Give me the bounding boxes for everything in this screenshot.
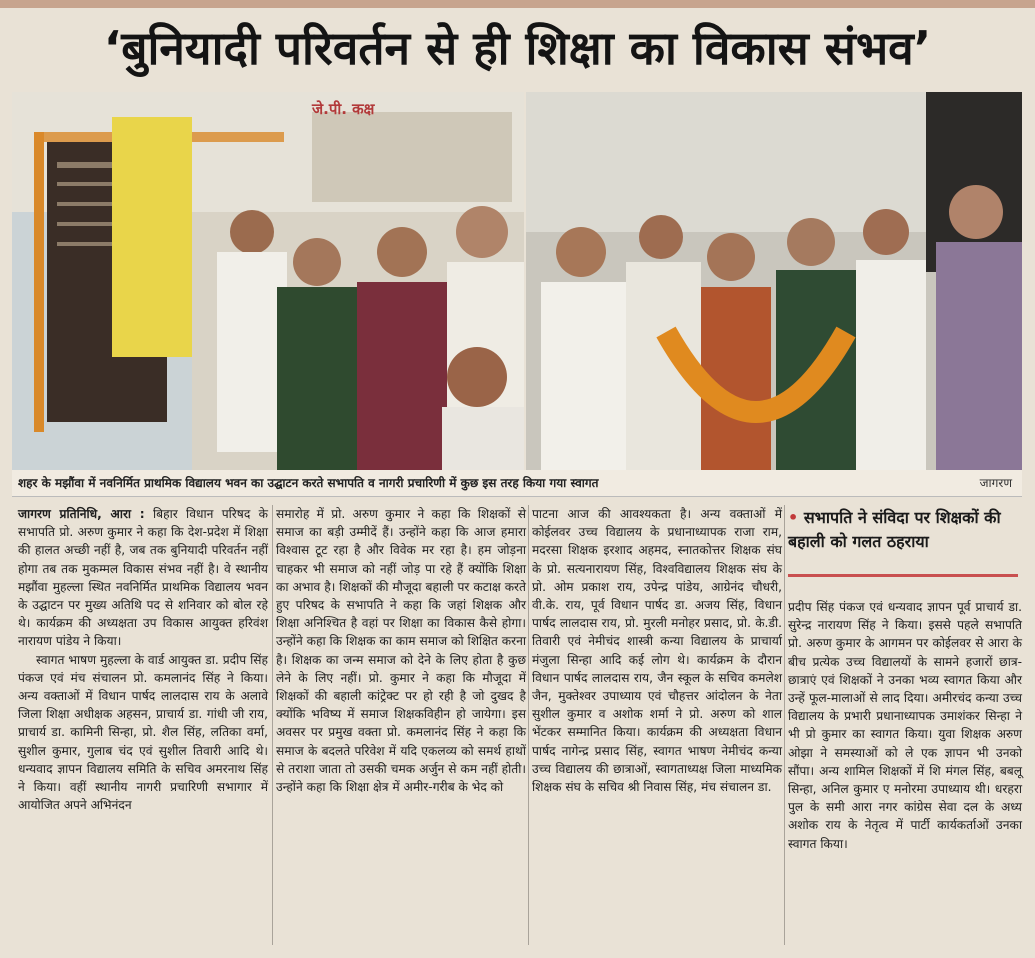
photo-plaque-unveiling xyxy=(12,92,524,470)
article-column-2 xyxy=(276,505,526,796)
photo-sign-text: जे.पी. कक्ष xyxy=(312,100,375,118)
subheadline-rule xyxy=(788,574,1018,577)
subheadline-text: सभापति ने संविदा पर शिक्षकों की बहाली को गलत ठहराया xyxy=(788,508,1001,551)
top-rule xyxy=(0,0,1035,8)
article-paragraph: समारोह में प्रो. अरुण कुमार ने कहा कि शिक्षकों से समाज का बड़ी उम्मीदें हैं। उन्होंने कहा कि आज हमारा विश्वास टूट रहा है और विवेक मर रहा है। हम जोड़ना चाहकर भी समाज को नहीं जोड़ पा रहे हैं क्योंकि शिक्षा का अभाव है। शिक्षकों की मौजूदा बहाली पर कटाक्ष करते हुए परिषद के सभापति ने कहा कि जहां शिक्षक और शिक्षा अनिश्चित है वहां पर शिक्षा का विकास कैसे होगा। उन्होंने कहा कि शिक्षक का काम समाज को शिक्षित करना है। शिक्षक का जन्म समाज को देने के लिए होता है कुछ लेने के लिए नहीं। प्रो. कुमार ने कहा कि मौजूदा में शिक्षकों की बहाली कांट्रेक्ट पर हो रही है जो दुखद है क्योंकि भविष्य में समाज शिक्षकविहीन हो जायेगा। इस अवसर पर प्रमुख वक्ता प्रो. कमलानंद सिंह ने कहा कि समाज के बदलते परिवेश में यदि एकलव्य को समर्थ हाथों से तराशा जाता तो उसकी चमक अर्जुन से कम नहीं होती। उन्होंने कहा कि शिक्षा क्षेत्र में अमीर-गरीब के भेद को xyxy=(276,507,526,795)
subheadline xyxy=(788,506,1018,554)
headline: ‘बुनियादी परिवर्तन से ही शिक्षा का विकास संभव’ xyxy=(103,21,932,75)
photo-garland-welcome-image xyxy=(526,92,1022,470)
article-paragraph xyxy=(18,505,268,651)
paragraph-text: बिहार विधान परिषद के सभापति प्रो. अरुण कुमार ने कहा कि देश-प्रदेश में शिक्षा की हालत अच्छी नहीं है, जब तक बुनियादी परिवर्तन नहीं होगा तब तक मुकम्मल विकास संभव नहीं है। वे स्थानीय मझौंवा मुहल्ला स्थित नवनिर्मित प्राथमिक विद्यालय भवन के उद्घाटन पर मुख्य अतिथि पद से शनिवार को बोल रहे थे। कार्यक्रम की अध्यक्षता उप विकास आयुक्त हरिवंश नारायण पांडेय ने किया। xyxy=(18,507,268,649)
article-paragraph: पाटना आज की आवश्यकता है। अन्य वक्ताओं में कोईलवर उच्च विद्यालय के प्रधानाध्यापक राजा राम, मदरसा शिक्षक इरशाद अहमद, स्नातकोत्तर शिक्षक संघ के प्रो. सत्यनारायण सिंह, विश्वविद्यालय शिक्षक संघ के प्रो. ओम प्रकाश राय, उपेन्द्र पांडेय, आग्रेनंद चौधरी, वी.के. राय, पूर्व विधान पार्षद डा. अजय सिंह, विधान पार्षद लालदास राय, प्रो. मुरली मनोहर प्रसाद, प्रो. के.डी. तिवारी एवं नेमीचंद शास्त्री कन्या विद्यालय के प्राचार्या मंजुला सिन्हा आदि कई लोग थे। कार्यक्रम के दौरान विधान पार्षद लालदास राय, जैन स्कूल के सचिव कमलेश जैन, मुक्तेश्वर उपाध्याय एवं चौहत्तर आंदोलन के नेता सुशील कुमार व अशोक शर्मा ने प्रो. अरुण को शाल भेंटकर सम्मानित किया। कार्यक्रम की अध्यक्षता विधान पार्षद नागेन्द्र प्रसाद सिंह, स्वागत भाषण नेमीचंद कन्या उच्च विद्यालय की छात्राओं, स्वागताध्यक्ष जिला माध्यमिक शिक्षक संघ के सचिव श्री निवास सिंह, मंच संचालन डा. xyxy=(532,507,782,795)
photo-caption-bar xyxy=(12,470,1022,497)
article-paragraph: प्रदीप सिंह पंकज एवं धन्यवाद ज्ञापन पूर्व प्राचार्य डा. सुरेन्द्र नारायण सिंह ने किया। इससे पहले सभापति प्रो. अरुण कुमार के आगमन पर कोईलवर से आरा के बीच प्रत्येक उच्च विद्यालयों के सामने हजारों छात्र-छात्राएं एवं शिक्षकों ने उनका भव्य स्वागत किया और उन्हें फूल-मालाओं से लाद दिया। अमीरचंद कन्या उच्च विद्यालय के प्रभारी प्रधानाध्यापक उमाशंकर सिन्हा ने भी प्रो कुमार का स्वागत किया। युवा शिक्षक अरुण ओझा ने समस्याओं को ले एक ज्ञापन भी उनको सौंपा। अन्य शामिल शिक्षकों में शि मंगल सिंह, बबलू सिन्हा, अनिल कुमार ए मनोरमा उपाध्याय थी। धरहरा पुल के समी आरा नगर कांग्रेस सेवा दल के अध्य अशोक राय के नेतृत्व में पार्टी कार्यकर्ताओं उनका स्वागत किया। xyxy=(788,600,1022,851)
photo-plaque-unveiling-image xyxy=(12,92,524,470)
photo-garland-welcome xyxy=(526,92,1022,470)
dateline: जागरण प्रतिनिधि, आरा : xyxy=(18,507,145,521)
column-divider xyxy=(784,505,785,945)
subheadline-bullet: • xyxy=(788,508,799,527)
photo-credit: जागरण xyxy=(979,476,1012,490)
article-column-4 xyxy=(788,598,1022,853)
column-divider xyxy=(272,505,273,945)
article-paragraph: स्वागत भाषण मुहल्ला के वार्ड आयुक्त डा. प्रदीप सिंह पंकज एवं मंच संचालन प्रो. कमलानंद सिंह ने किया। अन्य वक्ताओं में विधान पार्षद लालदास राय के अलावे जिला शिक्षा अधीक्षक अहसन, प्राचार्य डा. गांधी जी राय, प्राचार्य डा. कामिनी सिन्हा, प्रो. शैल सिंह, लतिका वर्मा, सुशील कुमार, गुलाब चंद एवं सुशील तिवारी आदि थे। धन्यवाद ज्ञापन विद्यालय समिति के सचिव अमरनाथ सिंह ने किया। वहीं स्थानीय नागरी प्रचारिणी सभागार में आयोजित अपने अभिनंदन xyxy=(18,652,268,813)
photo-caption: शहर के मझौंवा में नवनिर्मित प्राथमिक विद्यालय भवन का उद्घाटन करते सभापति व नागरी प्रचारिणी में कुछ इस तरह किया गया स्वागत xyxy=(18,476,599,490)
article-column-1 xyxy=(18,505,268,814)
article-column-3 xyxy=(532,505,782,796)
column-divider xyxy=(528,505,529,945)
